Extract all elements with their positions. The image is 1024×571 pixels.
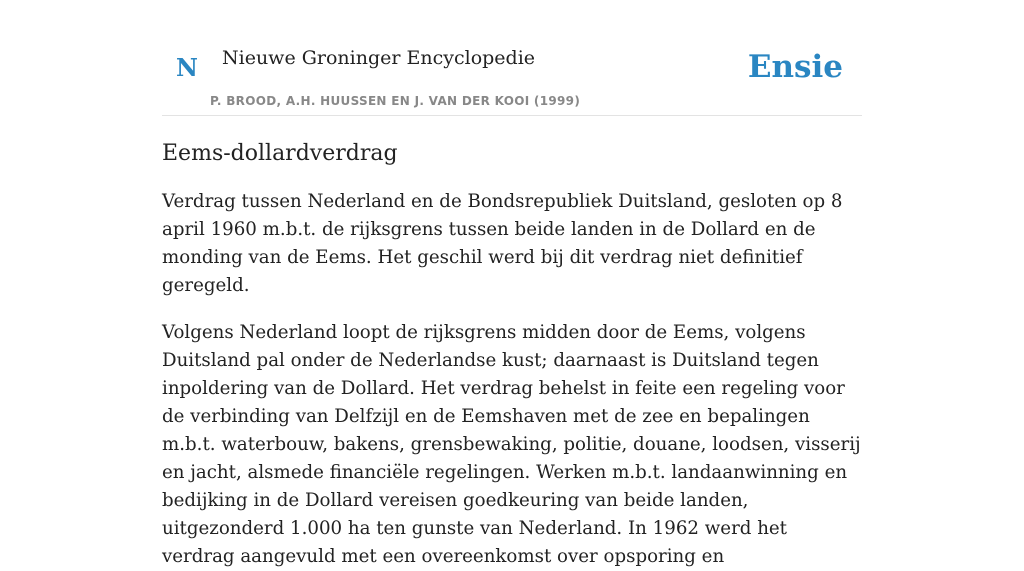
article-paragraph: Verdrag tussen Nederland en de Bondsrepubliek Duitsland, gesloten op 8 april 1960 m.b.t. de rijksgrens tussen beide landen in de Dollard en de monding van de Eems. Het geschil werd bij dit verdrag niet definitief geregeld. bbox=[162, 191, 843, 296]
encyclopedia-authors: P. BROOD, A.H. HUUSSEN EN J. VAN DER KOOI (1999) bbox=[210, 94, 581, 108]
article-title: Eems-dollardverdrag bbox=[162, 141, 398, 166]
page-header bbox=[162, 0, 862, 116]
article-paragraph: Volgens Nederland loopt de rijksgrens midden door de Eems, volgens Duitsland pal onder de Nederlandse kust; daarnaast is Duitsland tegen inpoldering van de Dollard. Het verdrag behelst in feite een regeling voor de verbinding van Delfzijl en de Eemshaven met de zee en bepalingen m.b.t. waterbouw, bakens, grensbewaking, politie, douane, loodsen, visserij en jacht, alsmede financiële regelingen. Werken m.b.t. landaanwinning en bedijking in de Dollard vereisen goedkeuring van beide landen, uitgezonderd 1.000 ha ten gunste van Nederland. In 1962 werd het verdrag aangevuld met een overeenkomst over opsporing en bbox=[162, 322, 861, 567]
ensie-brand-logo[interactable]: Ensie bbox=[747, 49, 843, 85]
article bbox=[162, 138, 862, 571]
encyclopedia-logo[interactable]: N bbox=[176, 53, 198, 82]
encyclopedia-title[interactable]: Nieuwe Groninger Encyclopedie bbox=[222, 47, 536, 69]
